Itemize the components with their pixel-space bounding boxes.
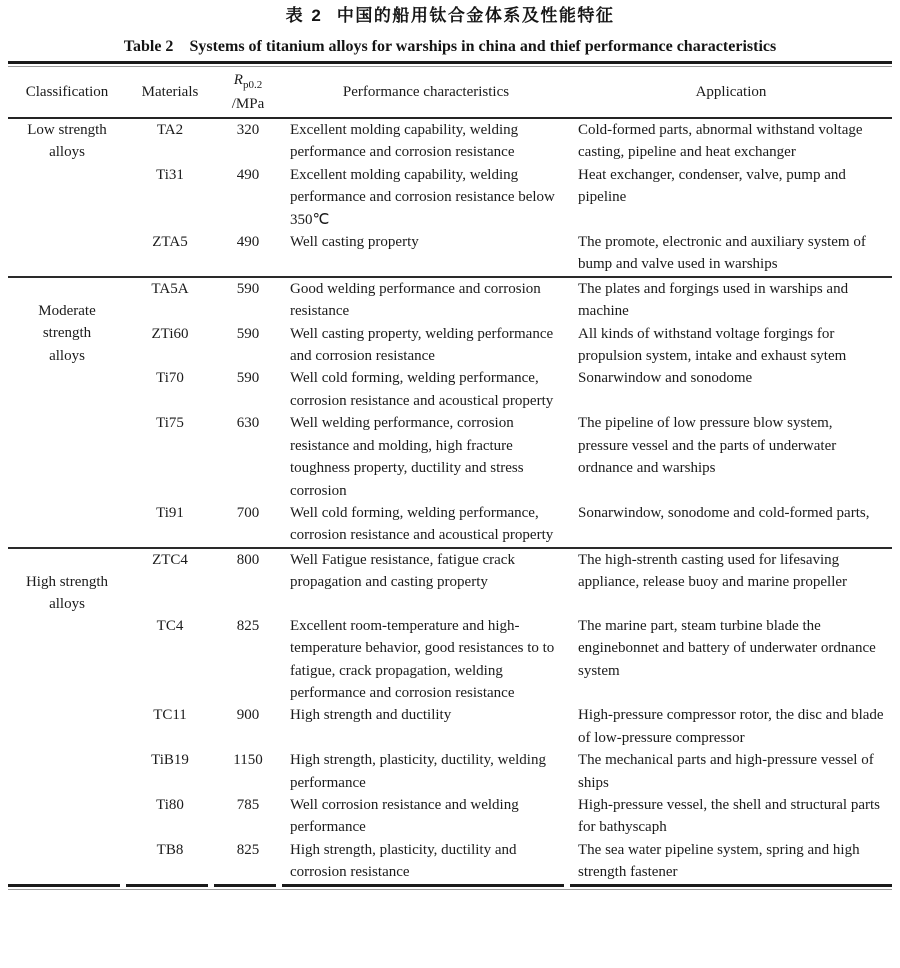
rp-cell: 900 (236, 707, 260, 724)
performance-cell: High strength and ductility (290, 707, 452, 724)
rp-cell: 490 (236, 166, 260, 183)
header-application: Application (570, 67, 892, 118)
performance-cell: Well casting property, welding performance and corrosion resistance (290, 325, 554, 365)
performance-cell: Excellent room-temperature and high-temperature behavior, good resistances to to fatigue, crack propagation, welding performance and corrosion resistance (290, 617, 555, 701)
application-cell: High-pressure compressor rotor, the disc and blade of low-pressure compressor (578, 707, 884, 746)
table-title-chinese (0, 0, 900, 27)
classification-line: Moderate (38, 302, 96, 319)
material-cell: Ti70 (156, 370, 184, 387)
bottom-rule-thin (8, 889, 892, 890)
rp-cell: 700 (236, 504, 260, 521)
bottom-rule-segments (8, 884, 892, 887)
classification-cell-low (8, 118, 126, 277)
table-row (8, 367, 892, 412)
performance-cell: Well cold forming, welding performance, corrosion resistance and acoustical property (290, 504, 554, 544)
bottom-rule-segment (214, 884, 276, 887)
table-row (8, 615, 892, 705)
classification-line: alloys (49, 144, 85, 161)
table-row (8, 164, 892, 231)
application-cell: Sonarwindow, sonodome and cold-formed parts, (578, 504, 870, 521)
material-cell: ZTC4 (126, 548, 214, 615)
material-cell: TB8 (156, 841, 184, 858)
performance-cell: Excellent molding capability, welding performance and corrosion resistance (290, 122, 519, 161)
table-title-cn-text: 中国的船用钛合金体系及性能特征 (336, 6, 615, 25)
performance-cell: Excellent molding capability, welding performance and corrosion resistance below 350℃ (290, 166, 555, 228)
classification-cell-moderate (8, 277, 126, 548)
table-zone (8, 61, 892, 890)
application-cell: All kinds of withstand voltage forgings for propulsion system, intake and exhaust sytem (578, 325, 847, 365)
performance-cell: Good welding performance and corrosion resistance (282, 277, 570, 323)
rp-cell: 825 (236, 617, 260, 634)
performance-cell: Well Fatigue resistance, fatigue crack propagation and casting property (282, 548, 570, 615)
table-row (8, 749, 892, 794)
application-cell: The pipeline of low pressure blow system, pressure vessel and the parts of underwater ordnance and warships (578, 415, 837, 477)
rp-cell: 785 (236, 796, 260, 813)
table-row (8, 231, 892, 277)
table-row (8, 277, 892, 323)
alloys-table (8, 67, 892, 884)
application-cell: Sonarwindow and sonodome (578, 370, 753, 387)
application-cell: The promote, electronic and auxiliary system of bump and valve used in warships (578, 234, 866, 273)
material-cell: TA5A (126, 277, 214, 323)
performance-cell: Well casting property (290, 234, 419, 251)
material-cell: Ti80 (156, 796, 184, 813)
bottom-rule-segment (8, 884, 120, 887)
header-classification: Classification (8, 67, 126, 118)
material-cell: Ti91 (156, 504, 184, 521)
table-row (8, 839, 892, 884)
application-cell: Cold-formed parts, abnormal withstand voltage casting, pipeline and heat exchanger (578, 122, 863, 161)
material-cell: TiB19 (151, 752, 189, 769)
table-row (8, 794, 892, 839)
application-cell: High-pressure vessel, the shell and structural parts for bathyscaph (578, 796, 880, 836)
classification-line: Low strength (27, 122, 107, 138)
performance-cell: Well welding performance, corrosion resistance and molding, high fracture toughness property, ductility and stress corrosion (290, 415, 524, 499)
top-rule-thick (8, 61, 892, 64)
header-rp (214, 67, 282, 118)
performance-cell: Well corrosion resistance and welding performance (290, 796, 519, 836)
material-cell: TC4 (156, 617, 184, 634)
material-cell: TA2 (156, 122, 184, 138)
rp-cell: 825 (236, 841, 260, 858)
rp-cell: 1150 (233, 752, 263, 769)
table-number-cn: 表 2 (285, 6, 323, 25)
table-row (8, 118, 892, 164)
rp-cell: 800 (214, 548, 282, 615)
rp-cell: 590 (236, 325, 260, 342)
performance-cell: Well cold forming, welding performance, corrosion resistance and acoustical property (290, 370, 554, 409)
rp-cell: 590 (214, 277, 282, 323)
application-cell: The marine part, steam turbine blade the enginebonnet and battery of underwater ordnance system (578, 617, 876, 679)
table-title-en-text: Systems of titanium alloys for warships in china and thief performance characteristics (189, 38, 777, 55)
bottom-rule-segment (126, 884, 208, 887)
classification-line: alloys (49, 596, 85, 613)
table-row (8, 704, 892, 749)
classification-line: alloys (49, 347, 85, 364)
rp-cell: 320 (236, 122, 260, 138)
application-cell: The plates and forgings used in warships and machine (570, 277, 892, 323)
application-cell: The sea water pipeline system, spring and high strength fastener (578, 841, 860, 881)
header-materials: Materials (126, 67, 214, 118)
application-cell: The mechanical parts and high-pressure vessel of ships (578, 752, 874, 791)
header-rp-unit: /MPa (231, 95, 265, 112)
rp-cell: 490 (236, 234, 260, 251)
application-cell: Heat exchanger, condenser, valve, pump and pipeline (578, 166, 846, 206)
classification-cell-high (8, 548, 126, 884)
bottom-rule-segment (282, 884, 564, 887)
application-cell: The high-strenth casting used for lifesaving appliance, release buoy and marine propeller (570, 548, 892, 615)
table-row (8, 412, 892, 502)
material-cell: ZTA5 (152, 234, 188, 251)
bottom-rule-segment (570, 884, 892, 887)
header-row (8, 67, 892, 118)
table-number-en: Table 2 (123, 38, 174, 55)
classification-line: strength (42, 325, 92, 342)
material-cell: ZTi60 (151, 325, 189, 342)
header-rp-symbol: $R_{p0.2}$ (233, 71, 263, 91)
material-cell: Ti75 (156, 415, 184, 432)
table-row (8, 548, 892, 615)
table-title-english (0, 36, 900, 57)
material-cell: Ti31 (156, 166, 184, 183)
rp-cell: 590 (236, 370, 260, 387)
classification-line: High strength (25, 573, 109, 590)
table-row (8, 323, 892, 368)
header-performance: Performance characteristics (282, 67, 570, 118)
rp-cell: 630 (236, 415, 260, 432)
performance-cell: High strength, plasticity, ductility and corrosion resistance (290, 841, 517, 881)
material-cell: TC11 (153, 707, 187, 724)
table-row (8, 502, 892, 548)
performance-cell: High strength, plasticity, ductility, welding performance (290, 752, 546, 791)
